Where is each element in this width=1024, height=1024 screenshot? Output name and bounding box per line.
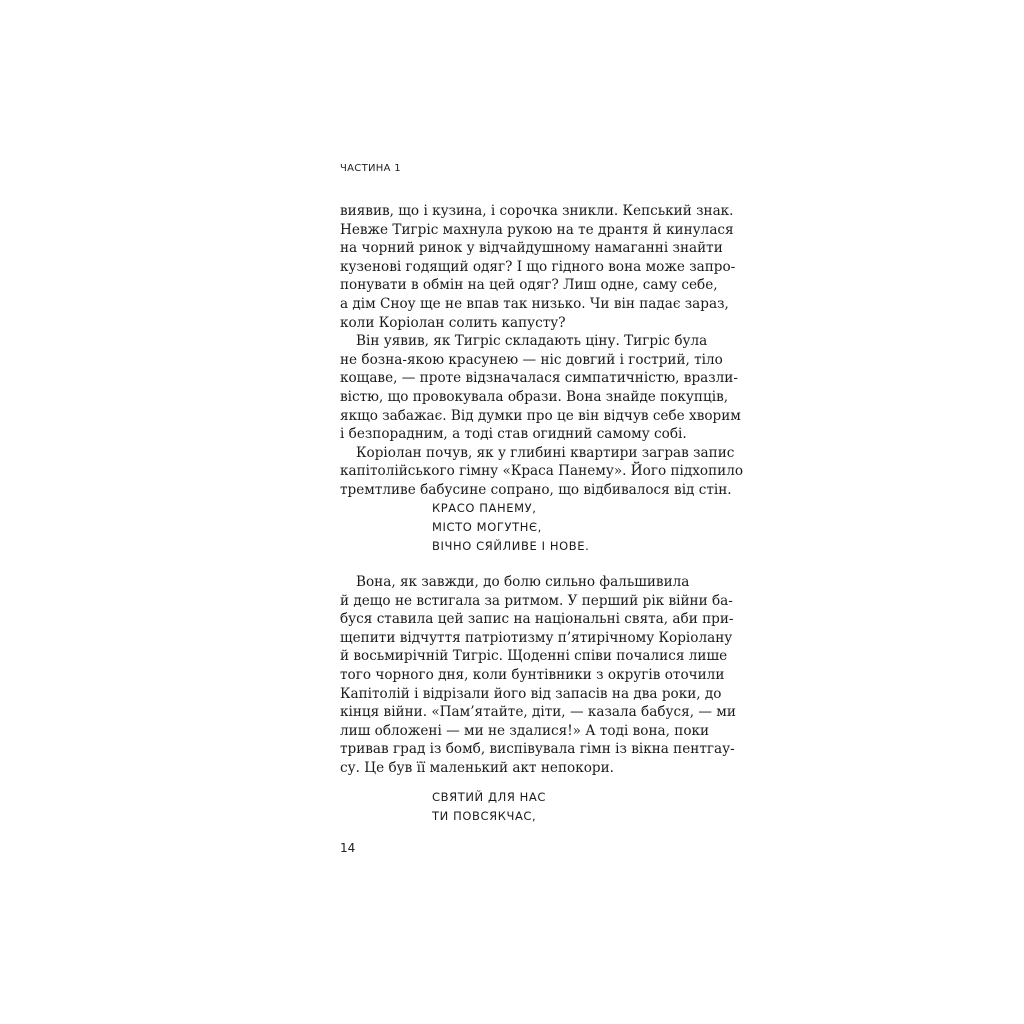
song-line: ВІЧНО СЯЙЛИВЕ І НОВЕ. [432,539,590,553]
text-line: вістю, що провокувала образи. Вона знайде покупців, [340,388,729,405]
text-line: буся ставила цей запис на національні свята, аби при- [340,611,734,628]
running-header: ЧАСТИНА 1 [340,163,401,174]
text-line: щепити відчуття патріотизму п’ятирічному Коріолану [340,629,733,646]
text-line: Невже Тигріс махнула рукою на те дрантя й кинулася [340,221,734,238]
text-line: й восьмирічній Тигріс. Щоденні співи почалися лише [340,648,728,665]
song-line: ТИ ПОВСЯКЧАС, [432,809,537,823]
text-line: того чорного дня, коли бунтівники з округів оточили [340,666,725,683]
text-line: виявив, що і кузина, і сорочка зникли. Кепський знак. [340,203,734,219]
text-line: тремтливе бабусине сопрано, що відбивалося від стін. [340,481,732,498]
paragraph-1 [340,202,744,500]
text-line: капітолійського гімну «Краса Панему». Його підхопило [340,463,744,480]
text-line: су. Це був її маленький акт непокори. [340,759,614,776]
text-line: тривав град із бомб, виспівувала гімн із вікна пентгау- [340,741,735,758]
text-line: кузенові годящий одяг? І що гідного вона може запро- [340,258,736,275]
text-line: на чорний ринок у відчайдушному намаганні знайти [340,240,723,257]
text-line: Вона, як завжди, до болю сильно фальшивила [356,574,690,590]
text-line: не бозна-якою красунею — ніс довгий і гострий, тіло [340,351,723,368]
text-line: понувати в обмін на цей одяг? Лиш одне, саму себе, [340,277,718,294]
page-number: 14 [340,841,356,855]
text-line: Капітолій і відрізали його від запасів на два роки, до [340,685,722,702]
text-line: коли Коріолан солить капусту? [340,314,566,331]
song-line: СВЯТИЙ ДЛЯ НАС [432,790,547,804]
text-line: а дім Сноу ще не впав так низько. Чи він падає зараз, [340,295,729,312]
text-line: Він уявив, як Тигріс складають ціну. Тигріс була [356,333,708,350]
text-line: й дещо не встигала за ритмом. У перший рік війни ба- [340,592,733,609]
text-line: Коріолан почув, як у глибині квартири заграв запис [356,444,735,461]
song-line: КРАСО ПАНЕМУ, [432,501,537,515]
text-line: кощаве, — проте відзначалася симпатичністю, вразли- [340,370,738,387]
song-verse-1 [432,499,589,556]
text-line: кінця війни. «Пам’ятайте, діти, — казала бабуся, — ми [340,704,736,721]
song-line: МІСТО МОГУТНЄ, [432,520,542,534]
text-line: якщо забажає. Від думки про це він відчув себе хворим [340,407,741,424]
text-line: лиш обложені — ми не здалися!» А тоді вона, поки [340,722,710,739]
paragraph-4 [340,573,736,778]
song-verse-2 [432,788,546,826]
text-line: і безпорадним, а тоді став огидний самому собі. [340,426,687,443]
